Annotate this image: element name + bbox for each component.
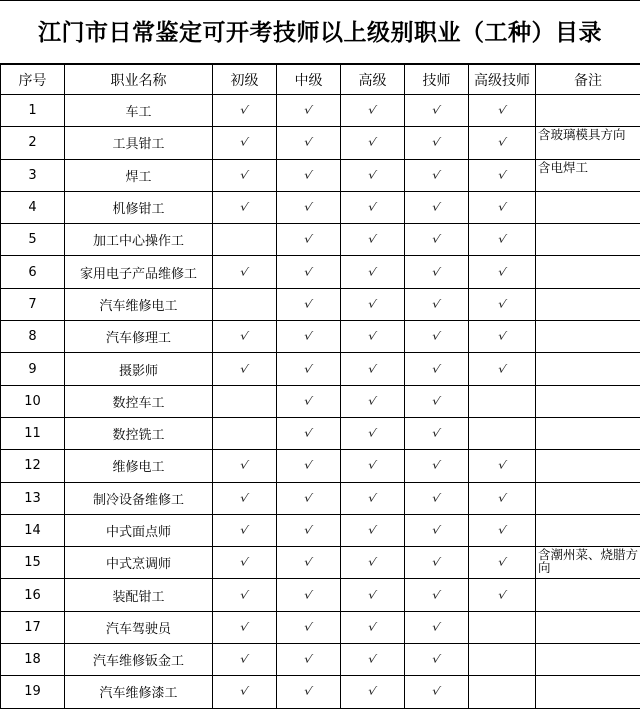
check-mark-icon: √	[496, 459, 508, 472]
header-technician: 技师	[405, 65, 469, 95]
row-seq: 17	[1, 611, 65, 643]
row-occupation-name: 加工中心操作工	[65, 224, 213, 256]
row-seq: 13	[1, 482, 65, 514]
row-remark	[536, 385, 640, 417]
check-mark-icon: √	[431, 653, 442, 666]
cell-intermediate	[277, 159, 341, 191]
check-mark-icon: √	[431, 427, 442, 440]
check-mark-icon: √	[367, 459, 378, 472]
check-mark-icon: √	[303, 653, 314, 666]
cell-intermediate	[277, 224, 341, 256]
header-senior: 高级	[341, 65, 405, 95]
cell-technician	[405, 547, 469, 579]
cell-senior-technician	[469, 514, 536, 546]
check-mark-icon: √	[431, 524, 442, 537]
cell-intermediate	[277, 547, 341, 579]
check-mark-icon: √	[496, 136, 508, 149]
row-seq: 4	[1, 191, 65, 223]
row-occupation-name: 汽车维修钣金工	[65, 644, 213, 676]
table-row	[1, 579, 640, 611]
table-row	[1, 482, 640, 514]
table-row	[1, 159, 640, 191]
check-mark-icon: √	[367, 685, 378, 698]
cell-intermediate	[277, 579, 341, 611]
cell-technician	[405, 159, 469, 191]
row-seq: 10	[1, 385, 65, 417]
check-mark-icon: √	[431, 169, 442, 182]
check-mark-icon: √	[303, 104, 314, 117]
check-mark-icon: √	[239, 653, 250, 666]
row-seq: 7	[1, 288, 65, 320]
check-mark-icon: √	[431, 136, 442, 149]
cell-senior	[341, 224, 405, 256]
check-mark-icon: √	[431, 363, 442, 376]
row-remark	[536, 579, 640, 611]
cell-senior-technician	[469, 547, 536, 579]
check-mark-icon: √	[367, 330, 378, 343]
check-mark-icon: √	[303, 169, 314, 182]
check-mark-icon: √	[239, 136, 250, 149]
check-mark-icon: √	[367, 524, 378, 537]
check-mark-icon: √	[431, 685, 442, 698]
table-body	[1, 95, 640, 709]
row-remark	[536, 288, 640, 320]
cell-senior-technician	[469, 611, 536, 643]
check-mark-icon: √	[367, 395, 378, 408]
row-occupation-name: 汽车维修漆工	[65, 676, 213, 708]
check-mark-icon: √	[367, 427, 378, 440]
occupation-table	[0, 64, 640, 709]
row-remark	[536, 95, 640, 127]
check-mark-icon: √	[367, 492, 378, 505]
check-mark-icon: √	[303, 363, 314, 376]
check-mark-icon: √	[367, 621, 378, 634]
cell-senior-technician	[469, 159, 536, 191]
table-row	[1, 644, 640, 676]
cell-senior-technician	[469, 288, 536, 320]
row-seq: 12	[1, 450, 65, 482]
check-mark-icon: √	[496, 201, 508, 214]
cell-intermediate	[277, 417, 341, 449]
row-occupation-name: 工具钳工	[65, 127, 213, 159]
cell-intermediate	[277, 288, 341, 320]
cell-intermediate	[277, 191, 341, 223]
check-mark-icon: √	[496, 492, 508, 505]
cell-technician	[405, 127, 469, 159]
row-occupation-name: 机修钳工	[65, 191, 213, 223]
check-mark-icon: √	[496, 298, 508, 311]
check-mark-icon: √	[239, 169, 250, 182]
check-mark-icon: √	[367, 363, 378, 376]
row-remark	[536, 514, 640, 546]
check-mark-icon: √	[239, 363, 250, 376]
table-row	[1, 417, 640, 449]
table-row	[1, 288, 640, 320]
row-seq: 18	[1, 644, 65, 676]
check-mark-icon: √	[431, 459, 442, 472]
row-remark	[536, 450, 640, 482]
table-row	[1, 547, 640, 579]
cell-junior	[213, 676, 277, 708]
check-mark-icon: √	[367, 589, 378, 602]
cell-senior	[341, 417, 405, 449]
cell-senior-technician	[469, 256, 536, 288]
check-mark-icon: √	[239, 685, 250, 698]
row-occupation-name: 中式烹调师	[65, 547, 213, 579]
cell-junior	[213, 288, 277, 320]
row-remark	[536, 191, 640, 223]
table-row	[1, 450, 640, 482]
check-mark-icon: √	[496, 524, 508, 537]
row-remark: 含潮州菜、烧腊方向	[536, 547, 640, 579]
row-occupation-name: 家用电子产品维修工	[65, 256, 213, 288]
cell-technician	[405, 353, 469, 385]
cell-senior-technician	[469, 95, 536, 127]
cell-technician	[405, 611, 469, 643]
check-mark-icon: √	[431, 233, 442, 246]
cell-junior	[213, 321, 277, 353]
check-mark-icon: √	[303, 589, 314, 602]
table-row	[1, 385, 640, 417]
cell-senior-technician	[469, 224, 536, 256]
check-mark-icon: √	[496, 330, 508, 343]
check-mark-icon: √	[367, 169, 378, 182]
cell-senior	[341, 353, 405, 385]
cell-technician	[405, 95, 469, 127]
cell-senior	[341, 159, 405, 191]
row-remark	[536, 224, 640, 256]
row-seq: 9	[1, 353, 65, 385]
check-mark-icon: √	[496, 363, 508, 376]
row-occupation-name: 装配钳工	[65, 579, 213, 611]
check-mark-icon: √	[431, 589, 442, 602]
row-occupation-name: 焊工	[65, 159, 213, 191]
check-mark-icon: √	[367, 298, 378, 311]
check-mark-icon: √	[303, 492, 314, 505]
page-title: 江门市日常鉴定可开考技师以上级别职业（工种）目录	[0, 0, 640, 64]
cell-technician	[405, 256, 469, 288]
cell-intermediate	[277, 676, 341, 708]
row-occupation-name: 数控车工	[65, 385, 213, 417]
cell-junior	[213, 224, 277, 256]
check-mark-icon: √	[303, 330, 314, 343]
table-row	[1, 611, 640, 643]
row-seq: 3	[1, 159, 65, 191]
cell-intermediate	[277, 644, 341, 676]
cell-junior	[213, 385, 277, 417]
header-seq: 序号	[1, 65, 65, 95]
check-mark-icon: √	[496, 589, 508, 602]
row-remark	[536, 256, 640, 288]
header-occupation: 职业名称	[65, 65, 213, 95]
cell-junior	[213, 611, 277, 643]
check-mark-icon: √	[239, 104, 250, 117]
cell-intermediate	[277, 482, 341, 514]
cell-senior-technician	[469, 321, 536, 353]
check-mark-icon: √	[367, 266, 378, 279]
check-mark-icon: √	[431, 201, 442, 214]
cell-junior	[213, 547, 277, 579]
cell-senior	[341, 321, 405, 353]
cell-intermediate	[277, 127, 341, 159]
check-mark-icon: √	[496, 169, 508, 182]
check-mark-icon: √	[303, 524, 314, 537]
cell-senior	[341, 385, 405, 417]
check-mark-icon: √	[431, 298, 442, 311]
cell-technician	[405, 385, 469, 417]
cell-senior	[341, 450, 405, 482]
check-mark-icon: √	[239, 556, 250, 569]
cell-senior	[341, 644, 405, 676]
row-remark	[536, 353, 640, 385]
row-occupation-name: 汽车维修电工	[65, 288, 213, 320]
row-occupation-name: 车工	[65, 95, 213, 127]
check-mark-icon: √	[431, 330, 442, 343]
cell-junior	[213, 417, 277, 449]
row-seq: 2	[1, 127, 65, 159]
cell-intermediate	[277, 321, 341, 353]
cell-senior-technician	[469, 385, 536, 417]
cell-junior	[213, 644, 277, 676]
row-remark	[536, 644, 640, 676]
row-seq: 19	[1, 676, 65, 708]
check-mark-icon: √	[496, 104, 508, 117]
cell-intermediate	[277, 95, 341, 127]
cell-senior	[341, 256, 405, 288]
check-mark-icon: √	[496, 266, 508, 279]
cell-senior-technician	[469, 450, 536, 482]
table-header-row	[1, 65, 640, 95]
cell-technician	[405, 579, 469, 611]
cell-senior	[341, 579, 405, 611]
cell-junior	[213, 127, 277, 159]
check-mark-icon: √	[431, 266, 442, 279]
check-mark-icon: √	[303, 556, 314, 569]
row-seq: 16	[1, 579, 65, 611]
cell-senior	[341, 676, 405, 708]
cell-junior	[213, 256, 277, 288]
table-row	[1, 321, 640, 353]
cell-technician	[405, 676, 469, 708]
row-seq: 11	[1, 417, 65, 449]
check-mark-icon: √	[431, 556, 442, 569]
cell-technician	[405, 288, 469, 320]
header-junior: 初级	[213, 65, 277, 95]
cell-senior	[341, 482, 405, 514]
cell-senior	[341, 611, 405, 643]
check-mark-icon: √	[239, 330, 250, 343]
header-senior-technician: 高级技师	[469, 65, 536, 95]
row-remark	[536, 611, 640, 643]
check-mark-icon: √	[303, 233, 314, 246]
row-remark	[536, 676, 640, 708]
row-seq: 1	[1, 95, 65, 127]
cell-junior	[213, 159, 277, 191]
check-mark-icon: √	[367, 104, 378, 117]
table-row	[1, 256, 640, 288]
check-mark-icon: √	[431, 492, 442, 505]
cell-technician	[405, 224, 469, 256]
cell-technician	[405, 482, 469, 514]
cell-intermediate	[277, 353, 341, 385]
row-remark	[536, 417, 640, 449]
check-mark-icon: √	[303, 427, 314, 440]
cell-senior	[341, 514, 405, 546]
header-remarks: 备注	[536, 65, 640, 95]
cell-senior-technician	[469, 676, 536, 708]
row-remark	[536, 482, 640, 514]
check-mark-icon: √	[367, 136, 378, 149]
check-mark-icon: √	[239, 201, 250, 214]
row-remark: 含电焊工	[536, 159, 640, 191]
row-occupation-name: 维修电工	[65, 450, 213, 482]
cell-junior	[213, 353, 277, 385]
cell-senior-technician	[469, 579, 536, 611]
cell-intermediate	[277, 256, 341, 288]
check-mark-icon: √	[303, 685, 314, 698]
check-mark-icon: √	[431, 621, 442, 634]
table-row	[1, 95, 640, 127]
cell-intermediate	[277, 514, 341, 546]
check-mark-icon: √	[303, 298, 314, 311]
row-occupation-name: 摄影师	[65, 353, 213, 385]
cell-technician	[405, 191, 469, 223]
header-intermediate: 中级	[277, 65, 341, 95]
table-row	[1, 353, 640, 385]
cell-senior-technician	[469, 191, 536, 223]
cell-senior-technician	[469, 482, 536, 514]
check-mark-icon: √	[367, 556, 378, 569]
row-seq: 5	[1, 224, 65, 256]
row-occupation-name: 制冷设备维修工	[65, 482, 213, 514]
row-seq: 8	[1, 321, 65, 353]
cell-senior-technician	[469, 127, 536, 159]
table-row	[1, 514, 640, 546]
cell-technician	[405, 514, 469, 546]
check-mark-icon: √	[367, 653, 378, 666]
check-mark-icon: √	[303, 201, 314, 214]
cell-senior	[341, 127, 405, 159]
check-mark-icon: √	[303, 395, 314, 408]
cell-technician	[405, 417, 469, 449]
row-remark	[536, 321, 640, 353]
check-mark-icon: √	[367, 201, 378, 214]
cell-intermediate	[277, 611, 341, 643]
table-row	[1, 191, 640, 223]
cell-junior	[213, 579, 277, 611]
check-mark-icon: √	[239, 589, 250, 602]
cell-senior-technician	[469, 417, 536, 449]
check-mark-icon: √	[431, 395, 442, 408]
cell-senior	[341, 95, 405, 127]
check-mark-icon: √	[303, 266, 314, 279]
check-mark-icon: √	[303, 621, 314, 634]
check-mark-icon: √	[239, 492, 250, 505]
row-occupation-name: 数控铣工	[65, 417, 213, 449]
row-occupation-name: 中式面点师	[65, 514, 213, 546]
row-occupation-name: 汽车修理工	[65, 321, 213, 353]
check-mark-icon: √	[303, 136, 314, 149]
cell-technician	[405, 321, 469, 353]
cell-senior-technician	[469, 353, 536, 385]
table-row	[1, 224, 640, 256]
check-mark-icon: √	[239, 266, 250, 279]
check-mark-icon: √	[239, 621, 250, 634]
check-mark-icon: √	[239, 459, 250, 472]
row-seq: 15	[1, 547, 65, 579]
table-row	[1, 127, 640, 159]
cell-intermediate	[277, 450, 341, 482]
check-mark-icon: √	[496, 233, 508, 246]
check-mark-icon: √	[431, 104, 442, 117]
check-mark-icon: √	[367, 233, 378, 246]
cell-technician	[405, 644, 469, 676]
cell-junior	[213, 450, 277, 482]
cell-intermediate	[277, 385, 341, 417]
check-mark-icon: √	[303, 459, 314, 472]
cell-senior-technician	[469, 644, 536, 676]
cell-junior	[213, 191, 277, 223]
cell-junior	[213, 482, 277, 514]
check-mark-icon: √	[239, 524, 250, 537]
row-seq: 6	[1, 256, 65, 288]
cell-senior	[341, 288, 405, 320]
cell-senior	[341, 191, 405, 223]
row-seq: 14	[1, 514, 65, 546]
table-row	[1, 676, 640, 708]
cell-technician	[405, 450, 469, 482]
cell-junior	[213, 95, 277, 127]
cell-senior	[341, 547, 405, 579]
cell-junior	[213, 514, 277, 546]
row-remark: 含玻璃模具方向	[536, 127, 640, 159]
check-mark-icon: √	[496, 556, 508, 569]
row-occupation-name: 汽车驾驶员	[65, 611, 213, 643]
